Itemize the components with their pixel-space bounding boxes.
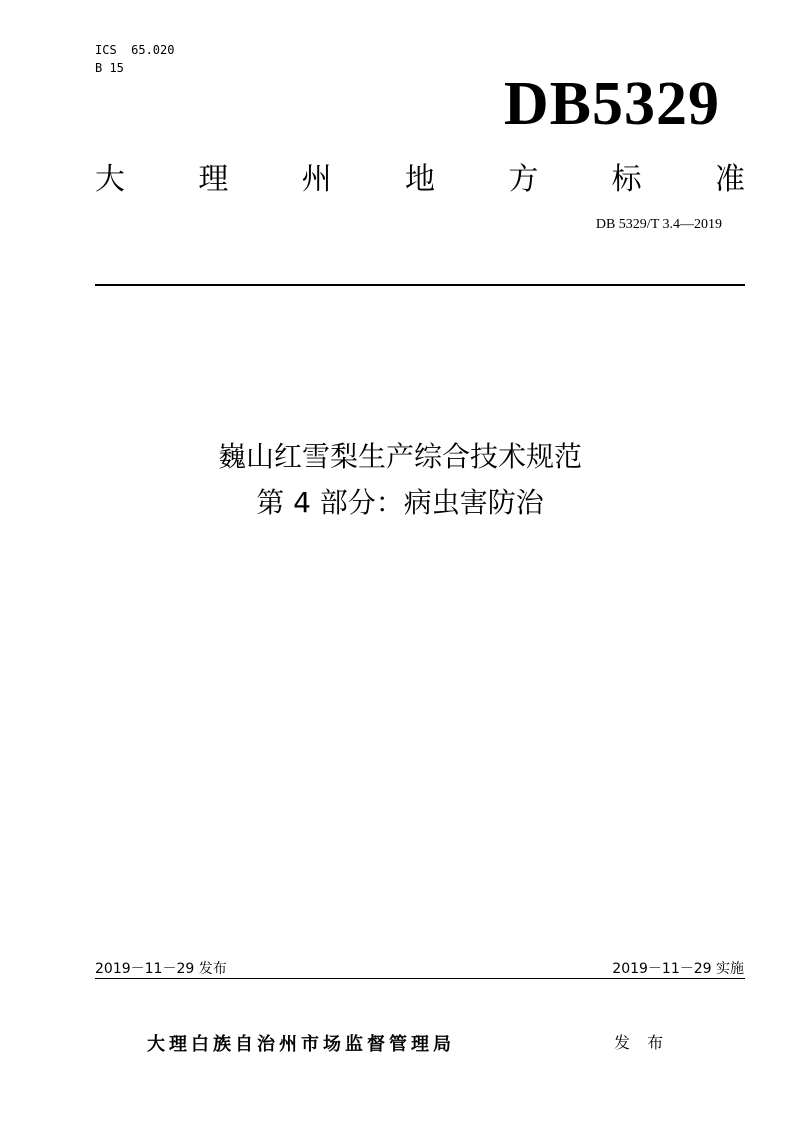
title-char: 方 [508,162,539,197]
title-char: 标 [611,162,642,197]
classification-block [95,41,174,77]
standard-number: DB 5329/T 3.4—2019 [595,217,722,232]
implement-date: 2019－11－29 实施 [612,961,744,977]
title-char: 理 [198,162,229,197]
ccs-code: B 15 [95,61,124,75]
document-subtitle: 第 4 部分：病虫害防治 [256,486,544,519]
publish-label: 发 布 [614,1033,670,1052]
header-divider [95,284,745,286]
standard-type-title [95,156,745,196]
ics-code: ICS 65.020 [95,43,175,57]
standard-code: DB5329 [503,70,720,138]
issuing-authority: 大理白族自治州市场监督管理局 [147,1034,455,1055]
issue-date: 2019－11－29 发布 [95,961,227,977]
document-title: 巍山红雪梨生产综合技术规范 [217,440,582,473]
title-char: 州 [301,162,332,197]
title-char: 地 [404,162,435,197]
title-char: 大 [95,162,125,197]
footer-divider [95,978,745,979]
title-char: 准 [714,162,745,197]
